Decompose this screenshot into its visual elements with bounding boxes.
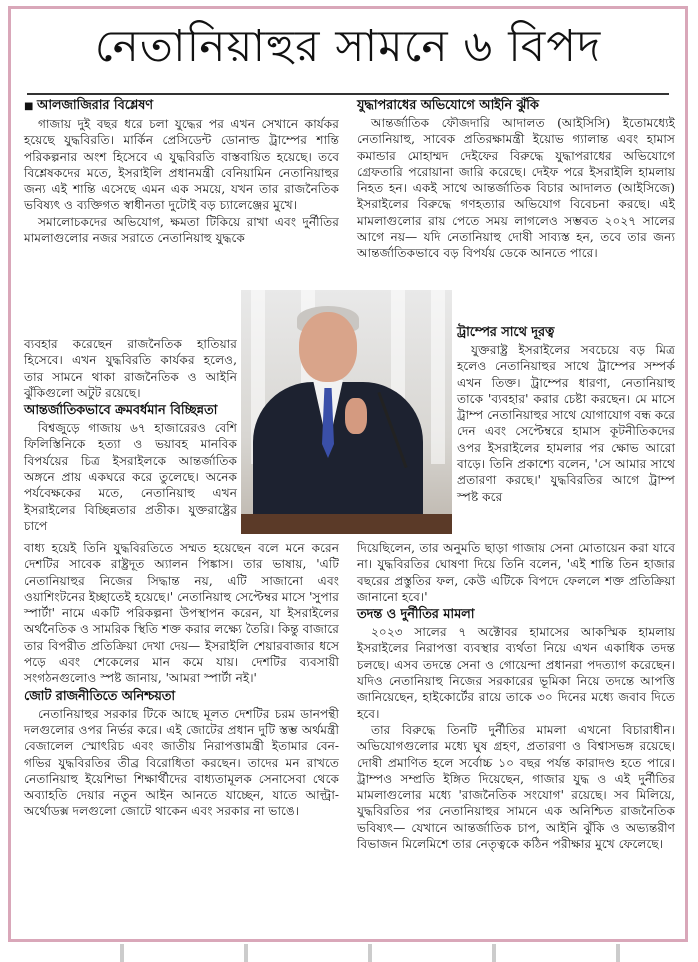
paragraph: তার বিরুদ্ধে তিনটি দুর্নীতির মামলা এখনো বিচারাধীন। অভিযোগগুলোর মধ্যে ঘুষ গ্রহণ, প্রতারণা ও বিশ্বাসভঙ্গ রয়েছে। দোষী প্রমাণিত হলে সর্বোচ্চ ১০ বছর পর্যন্ত কারাদণ্ড হতে পারে। ট্রাম্পও সম্প্রতি ইঙ্গিত দিয়েছেন, গাজার যুদ্ধ ও এই দুর্নীতির মামলাগুলোর মধ্যে 'রাজনৈতিক সংযোগ' রয়েছে। সব মিলিয়ে, যুদ্ধবিরতির পর নেতানিয়াহুর সামনে এক অনিশ্চিত রাজনৈতিক ভবিষ্যৎ— যেখানে আন্তর্জাতিক চাপ, আইনি ঝুঁকি ও অভ্যন্তরীণ বিভাজন মিলেমিশে তার নেতৃত্বকে কঠিন পরীক্ষার মুখে ফেলেছে।	[357, 722, 675, 852]
left-column-top	[24, 96, 339, 246]
paragraph: বিশ্বজুড়ে গাজায় ৬৭ হাজারেরও বেশি ফিলিস্তিনিকে হত্যা ও ভয়াবহ মানবিক বিপর্যয়ের চিত্র ইসরাইলকে আন্তর্জাতিক অঙ্গনে প্রায় একঘরে করে তুলেছে। অনেক পর্যবেক্ষকের মতে, নেতানিয়াহু এখন ইসরাইলের বিচ্ছিন্নতার প্রতীক। যুক্তরাষ্ট্রের চাপে	[24, 421, 237, 533]
right-column-narrow	[457, 323, 675, 505]
paragraph: ২০২৩ সালের ৭ অক্টোবর হামাসের আকস্মিক হামলায় ইসরাইলের নিরাপত্তা ব্যবস্থার ব্যর্থতা নিয়ে এখন একাধিক তদন্ত চলছে। এসব তদন্তে সেনা ও গোয়েন্দা প্রধানরা পদত্যাগ করেছেন। যদিও নেতানিয়াহু নিজের সরকারের ভূমিকা নিয়ে তদন্তে আপত্তি জানিয়েছেন, হাইকোর্টের রায়ে তাকে ৩০ দিনের মধ্যে জবাব দিতে হবে।	[357, 625, 675, 721]
section-title-coalition: জোট রাজনীতিতে অনিশ্চয়তা	[24, 688, 176, 704]
next-article-strip	[0, 944, 698, 962]
paragraph: আন্তর্জাতিক ফৌজদারি আদালত (আইসিসি) ইতোমধ্যেই নেতানিয়াহু, সাবেক প্রতিরক্ষামন্ত্রী ইয়োভ গ্যালান্ত এবং হামাস কমান্ডার মোহাম্মদ দেইফের বিরুদ্ধে যুদ্ধাপরাধের অভিযোগে গ্রেফতারি পরোয়ানা জারি করেছে। দেইফ পরে ইসরাইলি হামলায় নিহত হন। একই সাথে আন্তর্জাতিক বিচার আদালত (আইসিজে) ইসরাইলের বিরুদ্ধে গণহত্যার অভিযোগ বিবেচনা করছে। এই মামলাগুলোর রায় পেতে সময় লাগলেও সম্ভবত ২০২৭ সালের আগে নয়— যদি নেতানিয়াহু দোষী সাব্যস্ত হন, তবে তার জন্য আন্তর্জাতিকভাবে বড় বিপর্যয় ডেকে আনতে পারে।	[357, 116, 675, 261]
left-column-wide	[24, 540, 339, 820]
paragraph: নেতানিয়াহুর সরকার টিকে আছে মূলত দেশটির চরম ডানপন্থী দলগুলোর ওপর নির্ভর করে। এই জোটের প্রধান দুটি স্তম্ভ অর্থমন্ত্রী বেজালেল স্মোৎরিচ এবং জাতীয় নিরাপত্তামন্ত্রী ইতামার বেন-গভির যুদ্ধবিরতির তীব্র বিরোধিতা করছেন। তাদের মন রাখতে নেতানিয়াহু ইয়েশিভা শিক্ষার্থীদের বাধ্যতামূলক সেনাসেবা থেকে অব্যাহতি দেয়ার নতুন আইন আনতে যাচ্ছেন, যাতে আল্ট্রা-অর্থোডক্স দলগুলো জোটে থাকেন এবং সরকার না ভাঙে।	[24, 706, 339, 819]
right-column-wide	[357, 540, 675, 852]
paragraph: ব্যবহার করেছেন রাজনৈতিক হাতিয়ার হিসেবে। এখন যুদ্ধবিরতি কার্যকর হলেও, তার সামনে থাকা রাজনৈতিক ও আইনি ঝুঁকিগুলো অটুট রয়েছে।	[24, 337, 237, 400]
netanyahu-photo	[241, 290, 452, 534]
paragraph: বাধ্য হয়েই তিনি যুদ্ধবিরতিতে সম্মত হয়েছেন বলে মনে করেন দেশটির সাবেক রাষ্ট্রদূত অ্যালন পিঙ্কাস। তার ভাষায়, 'এটি নেতানিয়াহুর নিজের সিদ্ধান্ত নয়, এটি সাজানো এবং ওয়াশিংটনের ইচ্ছাতেই হয়েছে।' নেতানিয়াহু সেপ্টেম্বর মাসে 'সুপার স্পার্টা' নামে একটি পরিকল্পনা উপস্থাপন করেন, যা ইসরাইলের অর্থনৈতিক ও সামরিক স্থিতি শক্ত করার লক্ষ্যে তৈরি। কিন্তু বাজারে তার বিপরীত প্রতিক্রিয়া দেখা দেয়— ইসরাইলি শেয়ারবাজার ধসে পড়ে এবং শেকেলের মান কমে যায়। দেশটির ব্যবসায়ী সংগঠনগুলোও স্পষ্ট জানায়, 'আমরা স্পার্টা নই।'	[24, 541, 339, 686]
section-title-analysis: ■ আলজাজিরার বিশ্লেষণ	[24, 98, 339, 115]
paragraph: সমালোচকদের অভিযোগ, ক্ষমতা টিকিয়ে রাখা এবং দুর্নীতির মামলাগুলোর নজর সরাতে নেতানিয়াহু যুদ্ধকে	[24, 214, 339, 246]
right-column-top	[357, 96, 675, 262]
headline-rule	[27, 93, 669, 95]
section-title-investigation: তদন্ত ও দুর্নীতির মামলা	[357, 607, 475, 623]
section-title-legal: যুদ্ধাপরাধের অভিযোগে আইনি ঝুঁকি	[357, 98, 539, 113]
paragraph: যুক্তরাষ্ট্র ইসরাইলের সবচেয়ে বড় মিত্র হলেও নেতানিয়াহুর সাথে ট্রাম্পের সম্পর্ক এখন তিক্ত। ট্রাম্পের ধারণা, নেতানিয়াহু তাকে 'ব্যবহার' করার চেষ্টা করছেন। মে মাসে ট্রাম্প নেতানিয়াহুর সাথে যোগাযোগ বন্ধ করে দেন এবং সেপ্টেম্বরে হামাস কূটনীতিকদের ওপর ইসরাইলের হামলার পর ক্ষোভ আরো বাড়ে। তিনি প্রকাশ্যে বলেন, 'সে আমার সাথে প্রতারণা করছে।' যুদ্ধবিরতির আগে ট্রাম্প স্পষ্ট করে	[457, 343, 675, 504]
paragraph: গাজায় দুই বছর ধরে চলা যুদ্ধের পর এখন সেখানে কার্যকর হয়েছে যুদ্ধবিরতি। মার্কিন প্রেসিডেন্ট ডোনাল্ড ট্রাম্পের শান্তি পরিকল্পনার অংশ হিসেবে এ যুদ্ধবিরতি বাস্তবায়িত হয়েছে। তবে বিশ্লেষকদের মতে, ইসরাইলি প্রধানমন্ত্রী বেনিয়ামিন নেতানিয়াহুর জন্য এই শান্তি এসেছে এমন এক সময়ে, যখন তার রাজনৈতিক ভবিষ্যৎ ও ব্যক্তিগত স্বাধীনতা দুটোই বড় চ্যালেঞ্জের মুখে।	[24, 117, 339, 213]
paragraph: দিয়েছিলেন, তার অনুমতি ছাড়া গাজায় সেনা মোতায়েন করা যাবে না। যুদ্ধবিরতির ঘোষণা দিয়ে তিনি বলেন, 'এই শান্তি তিন হাজার বছরের প্রস্তুতির ফল, কেউ এটিকে বিপদে ফেললে শক্ত প্রতিক্রিয়া জানানো হবে।'	[357, 541, 675, 604]
left-column-narrow	[24, 336, 237, 534]
section-title-trump: ট্রাম্পের সাথে দূরত্ব	[457, 325, 555, 340]
headline: নেতানিয়াহুর সামনে ৬ বিপদ	[94, 21, 602, 72]
section-title-isolation: আন্তর্জাতিকভাবে ক্রমবর্ধমান বিচ্ছিন্নতা	[24, 403, 218, 419]
